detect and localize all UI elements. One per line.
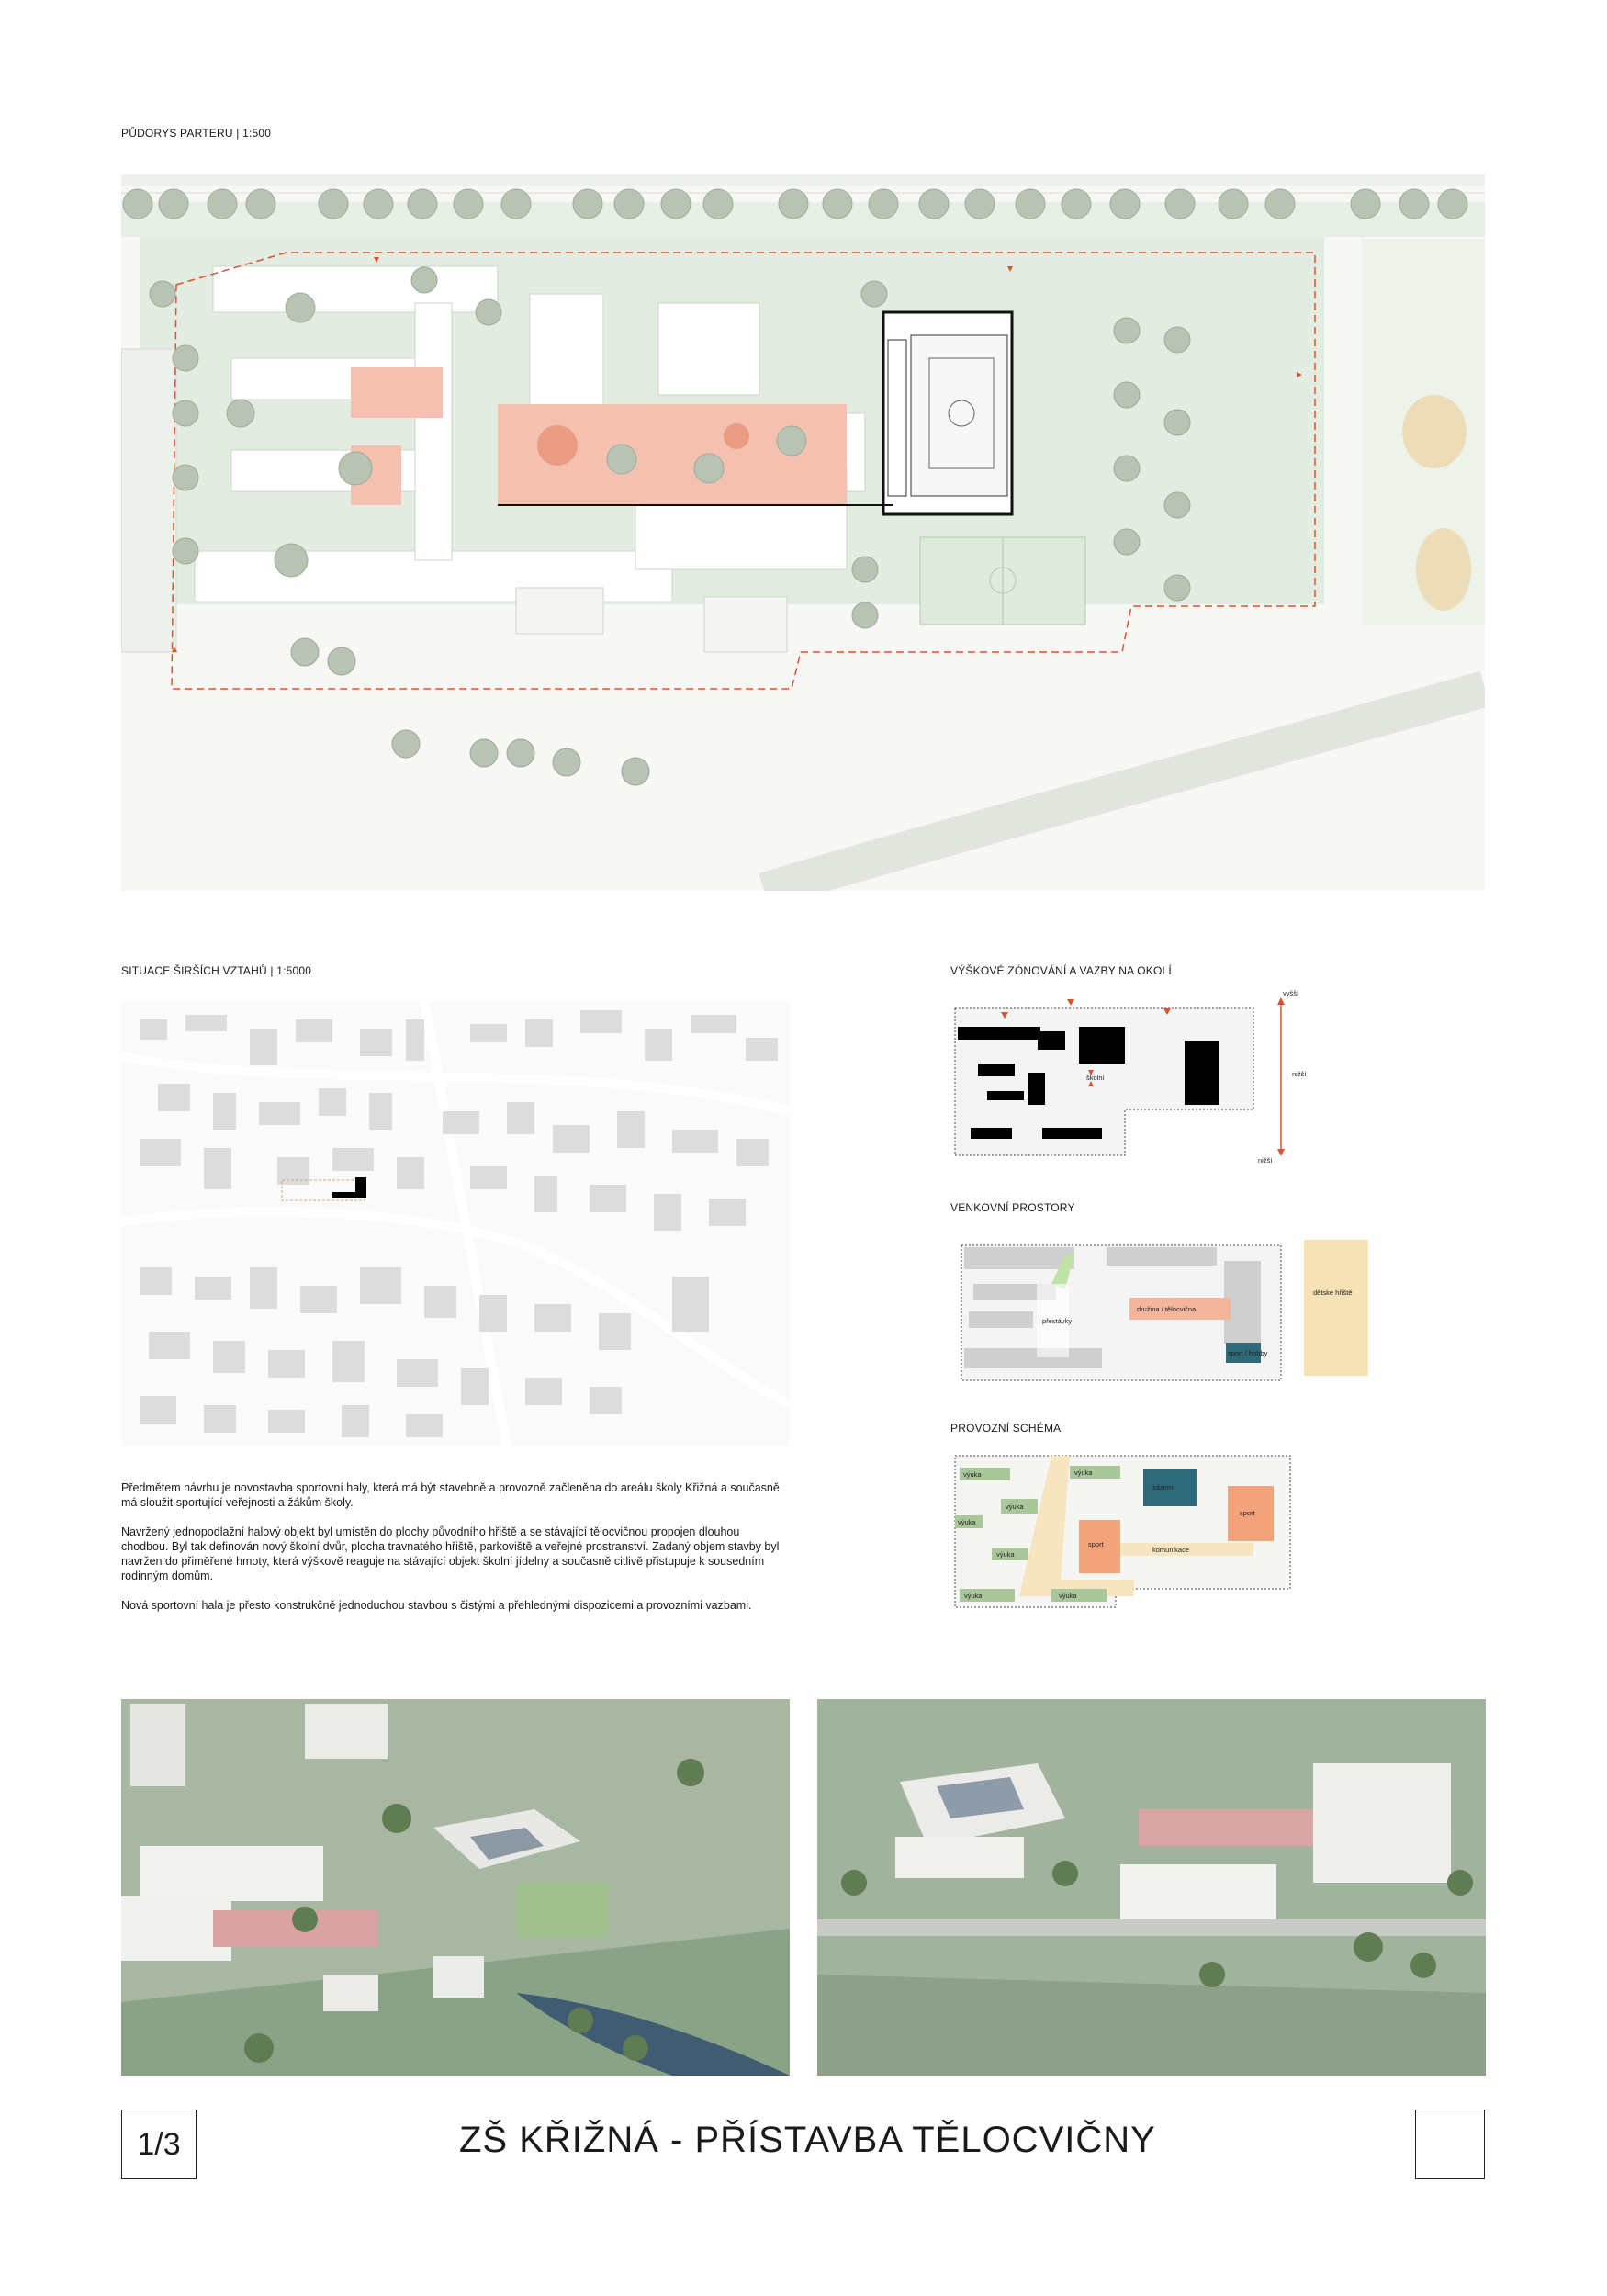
- label-sport: sport: [1240, 1509, 1255, 1517]
- plan-title: PŮDORYS PARTERU | 1:500: [121, 127, 272, 140]
- label-teaching: výuka: [963, 1470, 982, 1479]
- label-sport: sport: [1088, 1540, 1104, 1548]
- label-club-gym: družina / tělocvična: [1137, 1305, 1197, 1313]
- situation-map-drawing: [121, 1001, 790, 1446]
- site-plan-drawing: [121, 174, 1485, 891]
- empty-corner-box: [1415, 2110, 1485, 2179]
- aerial-render-left: [121, 1699, 790, 2076]
- label-lower-bottom: nižší: [1258, 1156, 1273, 1165]
- outdoor-spaces-diagram: [950, 1229, 1373, 1387]
- page-number-box: [121, 2110, 197, 2179]
- label-circulation: komunikace: [1152, 1546, 1190, 1554]
- label-teaching: výuka: [1006, 1503, 1024, 1511]
- label-school: školní: [1086, 1074, 1105, 1082]
- label-higher: vyšší: [1283, 990, 1299, 997]
- ground-floor-plan: [121, 174, 1485, 891]
- label-teaching: výuka: [1074, 1469, 1093, 1477]
- project-description: [121, 1480, 790, 1627]
- description-paragraph: Předmětem návrhu je novostavba sportovní haly, která má být stavebně a provozně začleněna do areálu školy Křižná a současně má sloužit sportující veřejnosti a žákům školy.: [121, 1481, 780, 1509]
- label-facilities: zázemí: [1152, 1483, 1175, 1491]
- label-playground: dětské hřiště: [1313, 1289, 1353, 1297]
- description-paragraph: Nová sportovní hala je přesto konstrukčně jednoduchou stavbou s čistými a přehlednými dispozicemi a provozními vazbami.: [121, 1599, 752, 1612]
- label-teaching: výuka: [958, 1518, 976, 1526]
- sheet-title: ZŠ KŘIŽNÁ - PŘÍSTAVBA TĚLOCVIČNY: [459, 2120, 1156, 2160]
- operation-scheme-diagram: [950, 1451, 1318, 1609]
- description-paragraph: Navržený jednopodlažní halový objekt byl umístěn do plochy původního hřiště a se stávající tělocvičnou propojen dlouhou chodbou. Byl tak definován nový školní dvůr, plocha travnatého hřiště, parkoviště a veřejné prostranství. Zadaný objem stavby byl navržen do přiměřené hmoty, která výškově reaguje na stávající objekt školní jídelny a současně citlivě přistupuje k sousedním rodinným domům.: [121, 1525, 780, 1582]
- label-teaching: výuka: [996, 1550, 1015, 1559]
- height-zoning-title: VÝŠKOVÉ ZÓNOVÁNÍ A VAZBY NA OKOLÍ: [950, 964, 1172, 977]
- situation-map: [121, 1001, 790, 1446]
- label-lower-right: nižší: [1292, 1070, 1307, 1078]
- aerial-render-right: [817, 1699, 1486, 2076]
- page-number: 1/3: [137, 2126, 181, 2162]
- outdoor-spaces-title: VENKOVNÍ PROSTORY: [950, 1201, 1075, 1214]
- label-teaching: výuka: [1059, 1592, 1077, 1600]
- label-breaks: přestávky: [1042, 1317, 1073, 1325]
- label-teaching: výuka: [964, 1592, 983, 1600]
- height-zoning-diagram: [950, 990, 1336, 1165]
- label-sport-hobby: sport / hobby: [1228, 1349, 1268, 1357]
- operation-scheme-title: PROVOZNÍ SCHÉMA: [950, 1422, 1062, 1435]
- situation-title: SITUACE ŠIRŠÍCH VZTAHŮ | 1:5000: [121, 964, 312, 977]
